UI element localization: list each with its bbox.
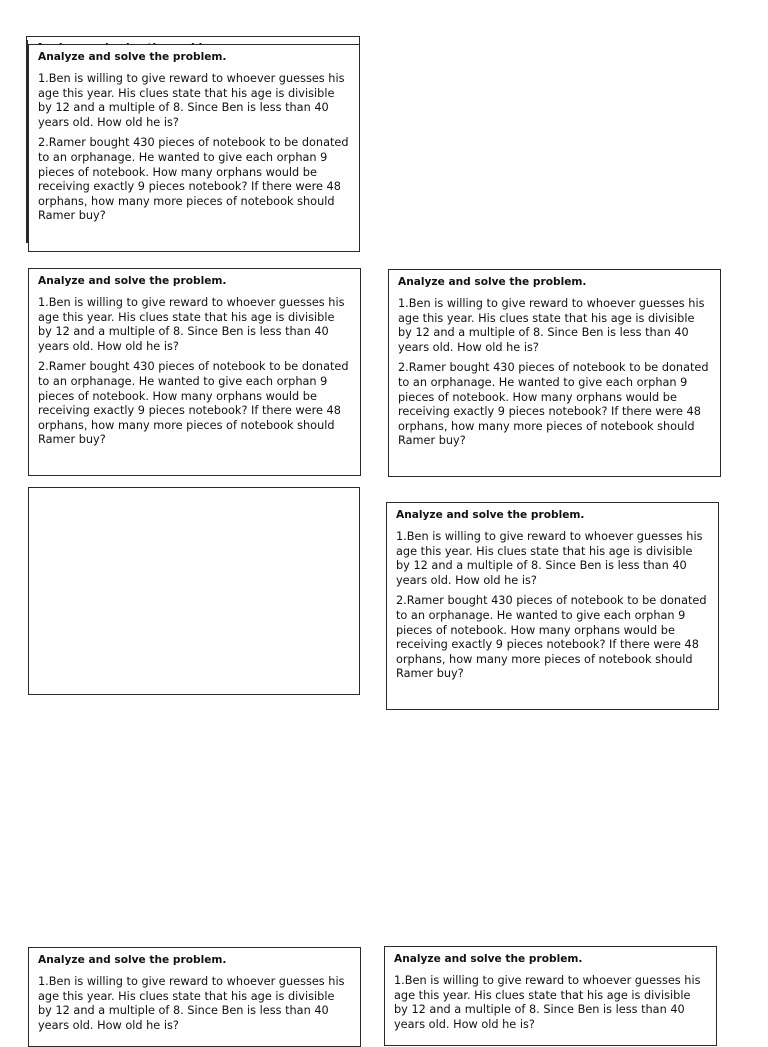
card-title: Analyze and solve the problem. bbox=[38, 51, 227, 63]
problem-card-1 bbox=[28, 44, 360, 252]
card-title: Analyze and solve the problem. bbox=[398, 276, 587, 288]
problem-card-3 bbox=[388, 269, 721, 477]
problem-card-6 bbox=[384, 946, 717, 1046]
problem-card-4 bbox=[386, 502, 719, 710]
question-2: 2.Ramer bought 430 pieces of notebook to be donated to an orphanage. He wanted to give each orphan 9 pieces of notebook. How many orphans would be receiving exactly 9 pieces notebook? If there were 48 orphans, how many more pieces of notebook should Ramer buy? bbox=[38, 360, 349, 447]
question-1: 1.Ben is willing to give reward to whoever guesses his age this year. His clues state that his age is divisible by 12 and a multiple of 8. Since Ben is less than 40 years old. How old he is? bbox=[398, 297, 705, 354]
question-1: 1.Ben is willing to give reward to whoever guesses his age this year. His clues state that his age is divisible by 12 and a multiple of 8. Since Ben is less than 40 years old. How old he is? bbox=[394, 974, 701, 1031]
question-1: 1.Ben is willing to give reward to whoever guesses his age this year. His clues state that his age is divisible by 12 and a multiple of 8. Since Ben is less than 40 years old. How old he is? bbox=[396, 530, 703, 587]
question-2: 2.Ramer bought 430 pieces of notebook to be donated to an orphanage. He wanted to give each orphan 9 pieces of notebook. How many orphans would be receiving exactly 9 pieces notebook? If there were 48 orphans, how many more pieces of notebook should Ramer buy? bbox=[398, 361, 709, 448]
card-title: Analyze and solve the problem. bbox=[394, 953, 583, 965]
problem-card-2 bbox=[28, 268, 361, 476]
empty-card bbox=[28, 487, 360, 695]
card-title: Analyze and solve the problem. bbox=[38, 275, 227, 287]
question-2: 2.Ramer bought 430 pieces of notebook to be donated to an orphanage. He wanted to give each orphan 9 pieces of notebook. How many orphans would be receiving exactly 9 pieces notebook? If there were 48 orphans, how many more pieces of notebook should Ramer buy? bbox=[38, 136, 349, 223]
question-1: 1.Ben is willing to give reward to whoever guesses his age this year. His clues state that his age is divisible by 12 and a multiple of 8. Since Ben is less than 40 years old. How old he is? bbox=[38, 975, 345, 1032]
question-2: 2.Ramer bought 430 pieces of notebook to be donated to an orphanage. He wanted to give each orphan 9 pieces of notebook. How many orphans would be receiving exactly 9 pieces notebook? If there were 48 orphans, how many more pieces of notebook should Ramer buy? bbox=[396, 594, 707, 681]
problem-card-5 bbox=[28, 947, 361, 1047]
question-1: 1.Ben is willing to give reward to whoever guesses his age this year. His clues state that his age is divisible by 12 and a multiple of 8. Since Ben is less than 40 years old. How old he is? bbox=[38, 72, 345, 129]
card-title: Analyze and solve the problem. bbox=[38, 954, 227, 966]
question-1: 1.Ben is willing to give reward to whoever guesses his age this year. His clues state that his age is divisible by 12 and a multiple of 8. Since Ben is less than 40 years old. How old he is? bbox=[38, 296, 345, 353]
card-title: Analyze and solve the problem. bbox=[396, 509, 585, 521]
